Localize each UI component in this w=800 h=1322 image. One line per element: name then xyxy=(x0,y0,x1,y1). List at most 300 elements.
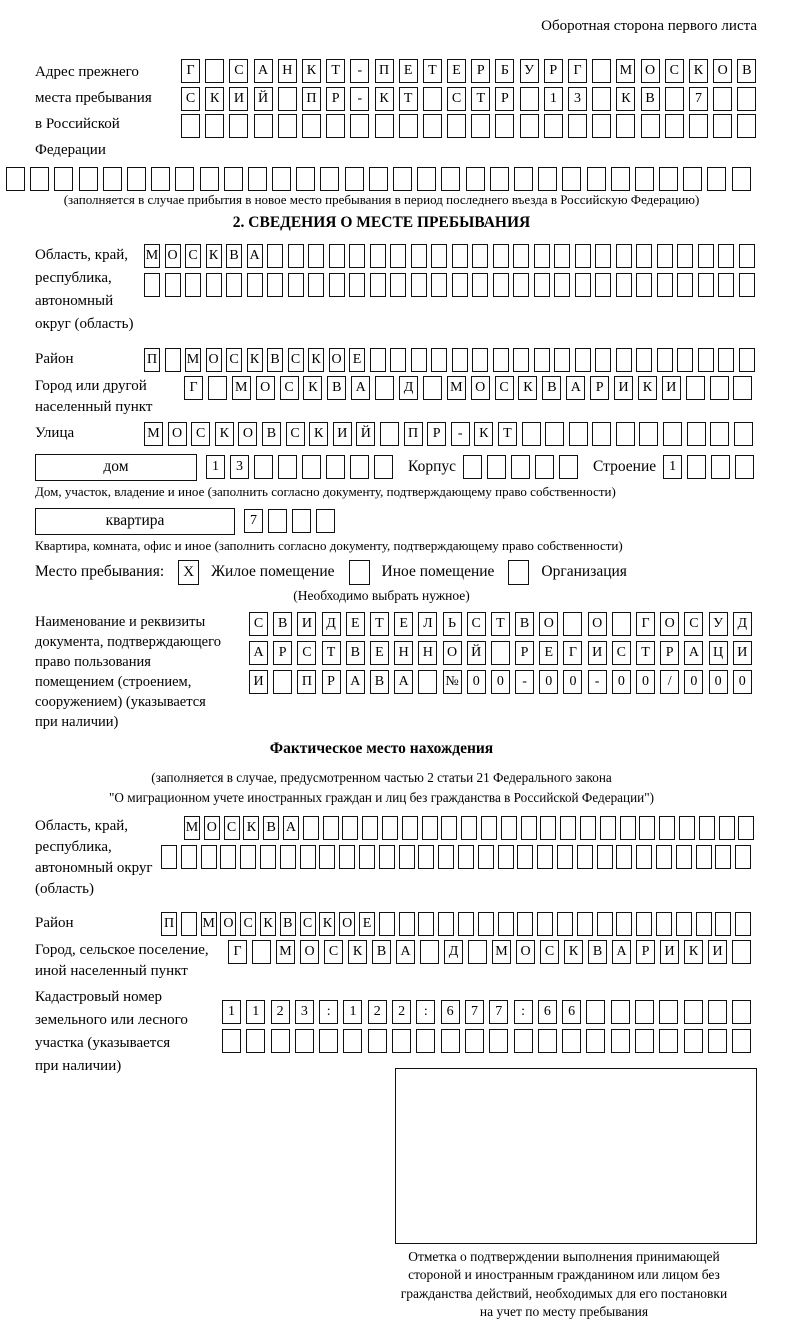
char-cell xyxy=(568,114,587,138)
char-cell xyxy=(493,273,509,297)
char-cell xyxy=(592,87,611,111)
char-cell xyxy=(534,348,550,372)
char-cell xyxy=(374,455,393,479)
char-cell: Т xyxy=(498,422,517,446)
char-cell xyxy=(734,422,753,446)
char-cell: Г xyxy=(563,641,582,665)
char-cell xyxy=(513,273,529,297)
char-cell: 0 xyxy=(563,670,582,694)
char-cell: О xyxy=(168,422,187,446)
char-cell xyxy=(224,167,243,191)
char-cell xyxy=(201,845,217,869)
char-cell xyxy=(493,244,509,268)
char-cell xyxy=(458,912,474,936)
char-cell xyxy=(676,845,692,869)
section2-title: 2. СВЕДЕНИЯ О МЕСТЕ ПРЕБЫВАНИЯ xyxy=(232,213,531,231)
char-cell: К xyxy=(205,87,224,111)
char-cell xyxy=(713,87,732,111)
char-cell xyxy=(636,845,652,869)
char-cell: С xyxy=(185,244,201,268)
apartment-block xyxy=(35,508,757,535)
char-cell: К xyxy=(247,348,263,372)
char-cell: О xyxy=(641,59,660,83)
char-cell: К xyxy=(319,912,335,936)
char-cell xyxy=(635,167,654,191)
char-cell xyxy=(350,114,369,138)
actual-region-row-1 xyxy=(184,816,754,840)
char-cell: С xyxy=(229,59,248,83)
char-cell xyxy=(438,845,454,869)
char-cell: В xyxy=(370,670,389,694)
char-cell xyxy=(600,816,616,840)
char-cell xyxy=(411,244,427,268)
prev-address-block xyxy=(6,59,757,163)
char-cell: К xyxy=(215,422,234,446)
char-cell: 2 xyxy=(392,1000,411,1024)
char-cell xyxy=(402,816,418,840)
document-label xyxy=(35,612,249,732)
char-cell xyxy=(418,912,434,936)
char-cell: Г xyxy=(184,376,203,400)
char-cell xyxy=(441,816,457,840)
char-cell xyxy=(226,273,242,297)
char-cell xyxy=(329,273,345,297)
char-cell xyxy=(200,167,219,191)
char-cell xyxy=(489,1029,508,1053)
stay-type-checkbox-other-premises xyxy=(349,560,370,585)
char-cell xyxy=(657,244,673,268)
char-cell: И xyxy=(708,940,727,964)
char-cell xyxy=(375,376,394,400)
char-cell: О xyxy=(256,376,275,400)
char-cell: В xyxy=(263,816,279,840)
char-cell xyxy=(544,114,563,138)
char-cell xyxy=(738,816,754,840)
char-cell: Р xyxy=(326,87,345,111)
document-row-2 xyxy=(249,641,752,665)
char-cell: К xyxy=(689,59,708,83)
char-cell: С xyxy=(286,422,305,446)
char-cell: В xyxy=(267,348,283,372)
char-cell xyxy=(441,167,460,191)
char-cell xyxy=(592,422,611,446)
char-cell xyxy=(595,244,611,268)
char-cell xyxy=(699,816,715,840)
char-cell: 0 xyxy=(539,670,558,694)
char-cell xyxy=(498,912,514,936)
stroenie-label: Строение xyxy=(593,458,657,475)
char-cell: К xyxy=(243,816,259,840)
char-cell: О xyxy=(165,244,181,268)
char-cell xyxy=(575,273,591,297)
char-cell xyxy=(390,348,406,372)
actual-city-block xyxy=(6,940,757,982)
char-cell: У xyxy=(520,59,539,83)
char-cell: О xyxy=(206,348,222,372)
char-cell: Р xyxy=(471,59,490,83)
char-cell: 7 xyxy=(465,1000,484,1024)
cadastre-label xyxy=(35,986,222,1078)
char-cell: Л xyxy=(418,612,437,636)
char-cell xyxy=(708,1000,727,1024)
char-cell: В xyxy=(641,87,660,111)
char-cell xyxy=(379,845,395,869)
char-cell xyxy=(501,816,517,840)
char-cell xyxy=(495,114,514,138)
char-cell xyxy=(513,244,529,268)
house-number-row xyxy=(206,455,393,479)
char-cell xyxy=(393,167,412,191)
label-line: (область) xyxy=(35,880,94,897)
char-cell: Н xyxy=(394,641,413,665)
char-cell: О xyxy=(516,940,535,964)
char-cell xyxy=(677,348,693,372)
char-cell xyxy=(181,114,200,138)
char-cell xyxy=(592,114,611,138)
char-cell xyxy=(161,845,177,869)
char-cell xyxy=(382,816,398,840)
char-cell xyxy=(326,455,345,479)
char-cell: О xyxy=(220,912,236,936)
char-cell: : xyxy=(514,1000,533,1024)
char-cell xyxy=(205,59,224,83)
district-label: Район xyxy=(35,350,74,367)
stay-type-option-organization: Организация xyxy=(541,563,627,580)
label-line: документа, подтверждающего xyxy=(35,633,221,650)
char-cell xyxy=(554,244,570,268)
char-cell xyxy=(659,167,678,191)
char-cell xyxy=(636,273,652,297)
char-cell xyxy=(698,273,714,297)
char-cell xyxy=(399,912,415,936)
char-cell: Е xyxy=(447,59,466,83)
actual-region-rows xyxy=(184,816,754,869)
char-cell xyxy=(562,167,581,191)
char-cell: Р xyxy=(660,641,679,665)
label-line: помещением (строением, xyxy=(35,673,192,690)
char-cell: С xyxy=(224,816,240,840)
char-cell xyxy=(735,455,754,479)
char-cell: 1 xyxy=(663,455,682,479)
char-cell xyxy=(452,273,468,297)
char-cell: М xyxy=(447,376,466,400)
char-cell: 0 xyxy=(709,670,728,694)
label-line: Наименование и реквизиты xyxy=(35,613,206,630)
char-cell xyxy=(569,422,588,446)
char-cell xyxy=(534,273,550,297)
char-cell xyxy=(390,273,406,297)
char-cell xyxy=(308,273,324,297)
char-cell: 1 xyxy=(544,87,563,111)
char-cell: О xyxy=(329,348,345,372)
char-cell: Р xyxy=(544,59,563,83)
char-cell: С xyxy=(191,422,210,446)
char-cell: И xyxy=(733,641,752,665)
char-cell: И xyxy=(297,612,316,636)
city-label xyxy=(35,376,184,418)
char-cell xyxy=(295,1029,314,1053)
char-cell xyxy=(229,114,248,138)
char-cell: - xyxy=(451,422,470,446)
char-cell xyxy=(181,912,197,936)
prev-address-row-1 xyxy=(181,59,756,83)
char-cell xyxy=(302,455,321,479)
char-cell xyxy=(732,940,751,964)
char-cell xyxy=(248,167,267,191)
char-cell xyxy=(659,816,675,840)
char-cell: В xyxy=(273,612,292,636)
char-cell xyxy=(538,1029,557,1053)
char-cell: Т xyxy=(491,612,510,636)
char-cell: С xyxy=(495,376,514,400)
cadastre-row-1 xyxy=(222,1000,751,1024)
char-cell xyxy=(665,87,684,111)
char-cell xyxy=(663,422,682,446)
char-cell: Е xyxy=(399,59,418,83)
label-line: стороной и иностранным гражданином или лицом без xyxy=(408,1267,720,1282)
char-cell xyxy=(471,114,490,138)
char-cell xyxy=(719,816,735,840)
char-cell xyxy=(718,273,734,297)
cadastre-block xyxy=(6,986,757,1078)
char-cell xyxy=(288,244,304,268)
label-line: участка (указывается xyxy=(35,1034,171,1051)
char-cell xyxy=(103,167,122,191)
char-cell xyxy=(165,348,181,372)
label-line: республика, xyxy=(35,838,112,855)
char-cell: К xyxy=(308,348,324,372)
char-cell: 1 xyxy=(343,1000,362,1024)
char-cell: П xyxy=(297,670,316,694)
stamp-caption xyxy=(352,1248,776,1322)
char-cell xyxy=(636,348,652,372)
char-cell: 1 xyxy=(246,1000,265,1024)
char-cell: С xyxy=(240,912,256,936)
char-cell xyxy=(370,244,386,268)
char-cell xyxy=(676,912,692,936)
char-cell: М xyxy=(232,376,251,400)
prev-address-caption: (заполняется в случае прибытия в новое место пребывания в период последнего въезда в Российскую Федерацию) xyxy=(63,191,700,207)
char-cell xyxy=(461,816,477,840)
char-cell xyxy=(511,455,530,479)
cadastre-row-2 xyxy=(222,1029,751,1053)
char-cell xyxy=(732,1000,751,1024)
label-line: иной населенный пункт xyxy=(35,962,188,979)
char-cell xyxy=(447,114,466,138)
char-cell xyxy=(349,273,365,297)
char-cell: : xyxy=(416,1000,435,1024)
char-cell xyxy=(562,1029,581,1053)
char-cell xyxy=(422,816,438,840)
char-cell xyxy=(417,167,436,191)
char-cell xyxy=(420,940,439,964)
char-cell: М xyxy=(492,940,511,964)
char-cell xyxy=(577,912,593,936)
char-cell xyxy=(339,845,355,869)
char-cell xyxy=(537,912,553,936)
char-cell: / xyxy=(660,670,679,694)
char-cell: К xyxy=(684,940,703,964)
char-cell xyxy=(538,167,557,191)
char-cell: И xyxy=(249,670,268,694)
label-line: республика, xyxy=(35,269,112,286)
char-cell xyxy=(431,348,447,372)
char-cell xyxy=(739,348,755,372)
char-cell xyxy=(559,455,578,479)
label-line: "О миграционном учете иностранных граждан и лиц без гражданства в Российской Федерации") xyxy=(109,789,654,805)
street-row xyxy=(144,422,753,446)
label-line: земельного или лесного xyxy=(35,1011,188,1028)
region-rows xyxy=(144,244,755,297)
char-cell: 0 xyxy=(491,670,510,694)
street-block xyxy=(6,422,757,446)
char-cell xyxy=(267,244,283,268)
char-cell: 6 xyxy=(562,1000,581,1024)
char-cell xyxy=(715,912,731,936)
char-cell xyxy=(300,845,316,869)
char-cell: В xyxy=(588,940,607,964)
char-cell: 2 xyxy=(368,1000,387,1024)
label-line: Город или другой xyxy=(35,377,147,394)
char-cell xyxy=(359,845,375,869)
char-cell xyxy=(616,912,632,936)
char-cell xyxy=(362,816,378,840)
char-cell: Р xyxy=(515,641,534,665)
char-cell: 1 xyxy=(222,1000,241,1024)
char-cell xyxy=(185,273,201,297)
char-cell xyxy=(319,1029,338,1053)
char-cell xyxy=(616,114,635,138)
house-caption: Дом, участок, владение и иное (заполнить согласно документу, подтверждающему право собственности) xyxy=(35,483,616,499)
char-cell xyxy=(329,244,345,268)
actual-location-notes xyxy=(6,768,757,808)
prev-address-row-2 xyxy=(181,87,756,111)
label-line: право пользования xyxy=(35,653,151,670)
char-cell: В xyxy=(262,422,281,446)
char-cell: 0 xyxy=(467,670,486,694)
char-cell xyxy=(463,455,482,479)
label-line: Область, край, xyxy=(35,246,129,263)
char-cell: М xyxy=(144,244,160,268)
house-label-box: дом xyxy=(35,454,197,481)
char-cell: В xyxy=(737,59,756,83)
char-cell xyxy=(657,273,673,297)
char-cell xyxy=(302,114,321,138)
char-cell xyxy=(520,114,539,138)
char-cell xyxy=(468,940,487,964)
char-cell xyxy=(6,167,25,191)
char-cell: С xyxy=(226,348,242,372)
char-cell xyxy=(273,670,292,694)
stroenie-row xyxy=(663,455,754,479)
char-cell: С xyxy=(300,912,316,936)
char-cell xyxy=(677,244,693,268)
char-cell: 3 xyxy=(295,1000,314,1024)
char-cell: П xyxy=(302,87,321,111)
char-cell xyxy=(577,845,593,869)
char-cell: М xyxy=(144,422,163,446)
char-cell: О xyxy=(713,59,732,83)
char-cell xyxy=(616,273,632,297)
char-cell: - xyxy=(350,59,369,83)
char-cell: О xyxy=(471,376,490,400)
char-cell xyxy=(580,816,596,840)
char-cell xyxy=(595,348,611,372)
char-cell: В xyxy=(372,940,391,964)
char-cell xyxy=(390,244,406,268)
stay-type-note: (Необходимо выбрать нужное) xyxy=(293,587,470,603)
char-cell: Г xyxy=(568,59,587,83)
char-cell xyxy=(411,273,427,297)
char-cell: Р xyxy=(590,376,609,400)
char-cell: Н xyxy=(418,641,437,665)
char-cell xyxy=(679,816,695,840)
char-cell: Р xyxy=(495,87,514,111)
label-line: при наличии) xyxy=(35,713,119,730)
char-cell xyxy=(684,1029,703,1053)
char-cell: - xyxy=(350,87,369,111)
char-cell xyxy=(491,641,510,665)
char-cell: К xyxy=(303,376,322,400)
char-cell xyxy=(303,816,319,840)
char-cell: С xyxy=(297,641,316,665)
char-cell: 3 xyxy=(568,87,587,111)
char-cell: С xyxy=(249,612,268,636)
char-cell xyxy=(260,845,276,869)
cadastre-rows xyxy=(222,1000,751,1053)
char-cell xyxy=(597,912,613,936)
char-cell: П xyxy=(375,59,394,83)
char-cell xyxy=(514,167,533,191)
char-cell xyxy=(127,167,146,191)
char-cell: Ц xyxy=(709,641,728,665)
char-cell: О xyxy=(238,422,257,446)
char-cell xyxy=(252,940,271,964)
char-cell xyxy=(611,167,630,191)
char-cell xyxy=(715,845,731,869)
char-cell: 1 xyxy=(206,455,225,479)
char-cell xyxy=(30,167,49,191)
label-line: гражданства действий, необходимых для его постановки xyxy=(400,1285,728,1301)
char-cell xyxy=(296,167,315,191)
char-cell xyxy=(616,244,632,268)
char-cell: М xyxy=(201,912,217,936)
char-cell: С xyxy=(181,87,200,111)
char-cell: : xyxy=(319,1000,338,1024)
char-cell xyxy=(710,376,729,400)
actual-district-block xyxy=(6,912,757,936)
char-cell xyxy=(181,845,197,869)
char-cell xyxy=(481,816,497,840)
region-label xyxy=(35,244,144,336)
char-cell xyxy=(240,845,256,869)
char-cell xyxy=(689,114,708,138)
char-cell xyxy=(557,845,573,869)
char-cell: П xyxy=(161,912,177,936)
char-cell xyxy=(520,87,539,111)
char-cell: И xyxy=(229,87,248,111)
char-cell: 6 xyxy=(441,1000,460,1024)
char-cell xyxy=(707,167,726,191)
char-cell xyxy=(423,114,442,138)
char-cell xyxy=(710,422,729,446)
char-cell: 0 xyxy=(636,670,655,694)
label-line: на учет по месту пребывания xyxy=(479,1304,649,1319)
label-line: Адрес прежнего xyxy=(35,64,139,80)
char-cell: О xyxy=(204,816,220,840)
char-cell xyxy=(636,912,652,936)
house-block xyxy=(35,454,757,481)
